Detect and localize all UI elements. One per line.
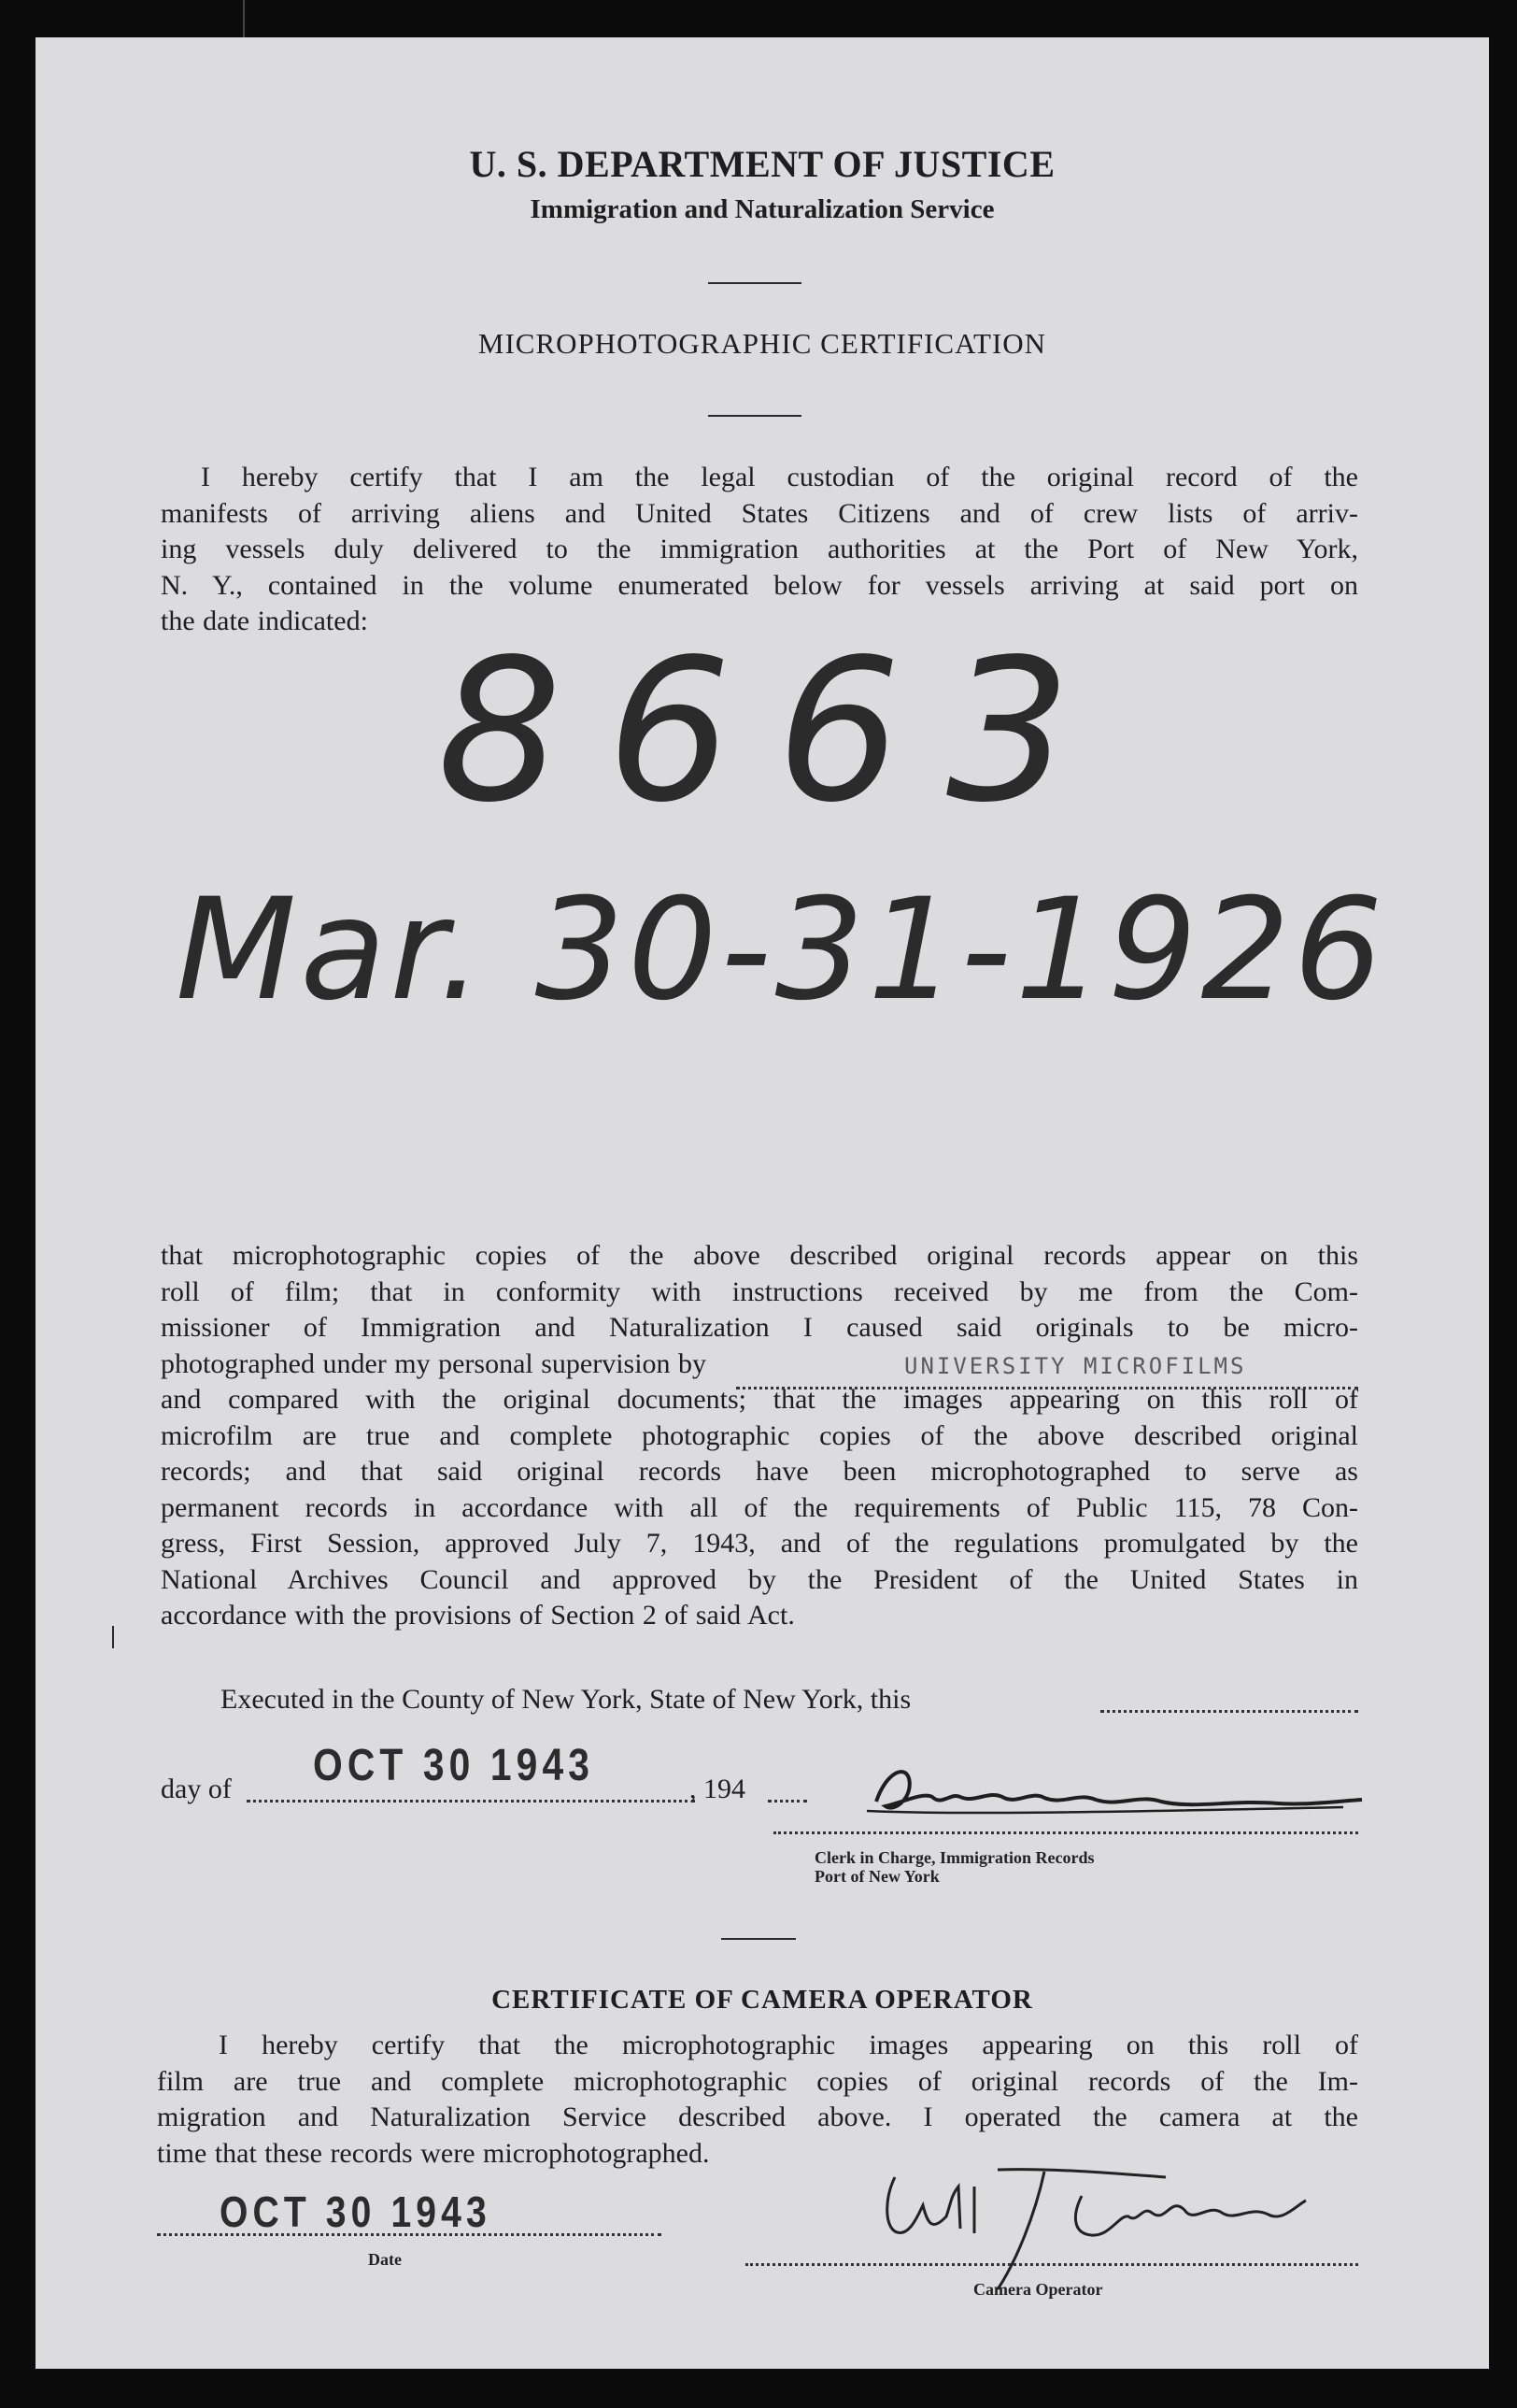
- supervision-prefix: photographed under my personal supervision by: [161, 1347, 707, 1379]
- camera-operator-signature: [858, 2159, 1381, 2299]
- year-prefix: , 194: [689, 1774, 745, 1804]
- executed-day-dotted-line: [1100, 1710, 1358, 1713]
- body-line: National Archives Council and approved by the President of the United States in: [161, 1563, 1358, 1595]
- date-stamp-camera: OCT 30 1943: [220, 2187, 491, 2236]
- day-of-label: day of: [161, 1774, 232, 1804]
- intro-line: N. Y., contained in the volume enumerated below for vessels arriving at said port on: [161, 569, 1358, 601]
- camera-date-label: Date: [368, 2250, 402, 2269]
- body-line: records; and that said original records have been microphotographed to serve as: [161, 1456, 1358, 1487]
- camera-operator-label: Camera Operator: [973, 2280, 1103, 2299]
- body-line: that microphotographic copies of the above described original records appear on this: [161, 1240, 1358, 1271]
- intro-line: I hereby certify that I am the legal custodian of the original record of the: [201, 462, 1358, 492]
- executed-text: Executed in the County of New York, State of New York, this: [220, 1684, 912, 1715]
- department-heading: U. S. DEPARTMENT OF JUSTICE: [469, 143, 1056, 185]
- film-mark: [243, 0, 245, 37]
- certificate-sheet: [35, 37, 1489, 2369]
- service-subheading: Immigration and Naturalization Service: [530, 194, 995, 224]
- divider: [721, 1938, 796, 1940]
- intro-paragraph: [161, 460, 1358, 640]
- body-line: missioner of Immigration and Naturalization I caused said originals to be micro-: [161, 1312, 1358, 1343]
- year-dotted-line: [768, 1800, 807, 1802]
- clerk-signature: [839, 1755, 1399, 1830]
- film-mark: [112, 1626, 114, 1648]
- intro-line: manifests of arriving aliens and United States Citizens and of crew lists of arriv-: [161, 497, 1358, 529]
- divider: [708, 282, 801, 284]
- university-microfilms-stamp: UNIVERSITY MICROFILMS: [904, 1353, 1247, 1379]
- handwritten-dates: Mar. 30-31-1926: [176, 869, 1387, 1032]
- clerk-signature-dotted-line: [773, 1831, 1358, 1834]
- intro-line: ing vessels duly delivered to the immigration authorities at the Port of New York,: [161, 534, 1358, 564]
- intro-line: the date indicated:: [161, 606, 368, 636]
- camera-signature-dotted-line: [745, 2263, 1358, 2266]
- body-line: microfilm are true and complete photographic copies of the above described original: [161, 1419, 1358, 1451]
- body-line: gress, First Session, approved July 7, 1943, and of the regulations promulgated by the: [161, 1528, 1358, 1559]
- clerk-title: Clerk in Charge, Immigration Records: [815, 1848, 1095, 1867]
- camera-line: migration and Naturalization Service described above. I operated the camera at the: [157, 2102, 1358, 2132]
- body-paragraph: [161, 1238, 1358, 1634]
- divider: [708, 415, 801, 417]
- camera-line: I hereby certify that the microphotographic images appearing on this roll of: [219, 2030, 1358, 2060]
- body-line: accordance with the provisions of Section 2 of said Act.: [161, 1600, 795, 1631]
- handwritten-volume-number: 8663: [437, 617, 1116, 846]
- camera-date-dotted-line: [157, 2233, 661, 2236]
- date-stamp-executed: OCT 30 1943: [313, 1741, 595, 1790]
- camera-line: time that these records were microphotographed.: [157, 2137, 710, 2169]
- camera-line: film are true and complete microphotographic copies of original records of the Im-: [157, 2065, 1358, 2097]
- supervision-dotted-line: [736, 1387, 1358, 1389]
- clerk-port: Port of New York: [815, 1867, 940, 1886]
- body-line: permanent records in accordance with all of the requirements of Public 115, 78 Con-: [161, 1491, 1358, 1523]
- certification-title: MICROPHOTOGRAPHIC CERTIFICATION: [477, 327, 1047, 360]
- day-of-dotted-line: [247, 1800, 695, 1802]
- camera-operator-heading: CERTIFICATE OF CAMERA OPERATOR: [491, 1985, 1033, 2015]
- body-line: and compared with the original documents; that the images appearing on this roll of: [161, 1384, 1358, 1415]
- camera-paragraph: [157, 2028, 1358, 2172]
- body-line: roll of film; that in conformity with instructions received by me from the Com-: [161, 1275, 1358, 1307]
